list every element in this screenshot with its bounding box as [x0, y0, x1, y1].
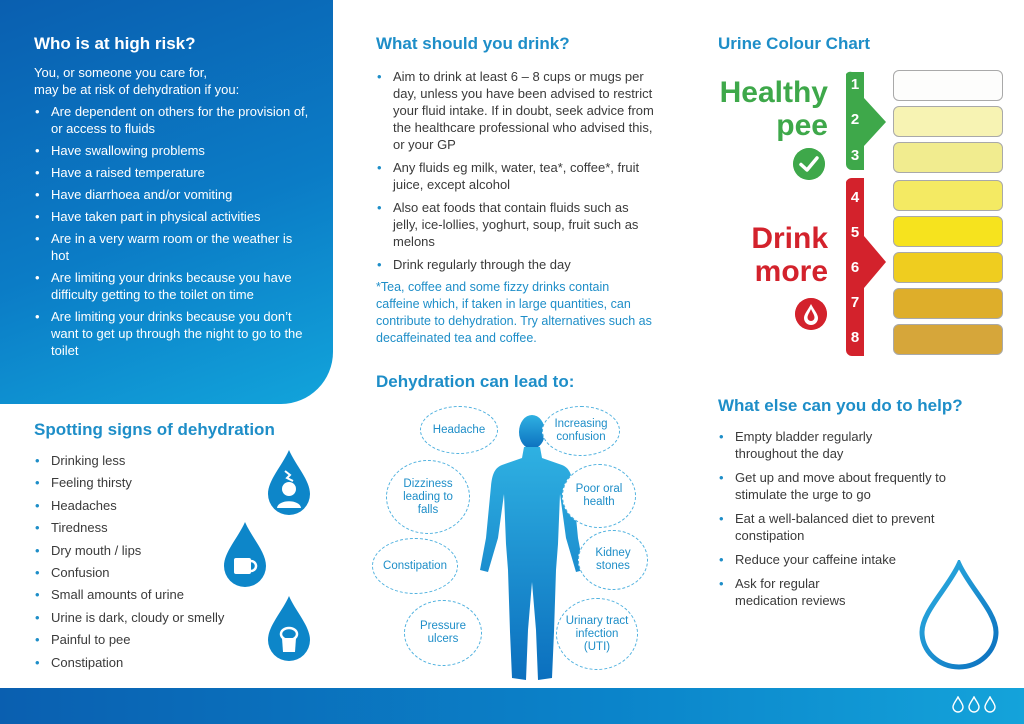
list-item: • Urine is dark, cloudy or smelly: [34, 609, 330, 626]
healthy-label-line-1: Healthy: [719, 76, 828, 109]
urine-level-6-swatch: [893, 252, 1003, 283]
list-item: • Tiredness: [34, 519, 330, 536]
list-item: • Constipation: [34, 654, 330, 671]
effect-confusion-bubble: [542, 406, 620, 456]
cup-drop-icon: [222, 520, 268, 588]
effect-dizziness-bubble: [386, 460, 470, 534]
effect-uti-label: Urinary tract infection (UTI): [565, 614, 629, 653]
list-item: • Drinking less: [34, 452, 330, 469]
effect-headache-bubble: [420, 406, 498, 454]
water-drop-alert-icon: [795, 298, 827, 330]
list-item: • Have taken part in physical activities: [34, 208, 313, 225]
high-risk-intro-line-1: You, or someone you care for,: [34, 65, 207, 80]
urine-level-3-number: 3: [850, 147, 860, 164]
head-pain-drop-icon: [266, 448, 312, 516]
effect-constipation-label: Constipation: [383, 559, 447, 572]
healthy-pee-label: [712, 76, 828, 142]
footer-drops-icon: [952, 696, 996, 714]
urine-level-7-swatch: [893, 288, 1003, 319]
urine-level-5-number: 5: [850, 224, 860, 241]
check-icon: [793, 148, 825, 180]
list-item: • Feeling thirsty: [34, 474, 330, 491]
caffeine-note: *Tea, coffee and some fizzy drinks contain caffeine which, if taken in large quantities, can contribute to dehydration. Try alternatives such as decaffeinated tea and coffee.: [376, 280, 652, 345]
effect-kidney-stones-bubble: [578, 530, 648, 590]
effect-kidney-stones-label: Kidney stones: [595, 547, 631, 572]
signs-title: Spotting signs of dehydration: [34, 420, 275, 439]
list-item: • Confusion: [34, 564, 330, 581]
list-item: • Are limiting your drinks because you don’t want to get up through the night to go to the toilet: [34, 308, 313, 359]
dehydration-effects-title-wrap: [376, 372, 574, 392]
list-item: • Are limiting your drinks because you have difficulty getting to the toilet on time: [34, 269, 313, 303]
effect-oral-health-label: Poor oral health: [575, 483, 623, 508]
urine-level-3-swatch: [893, 142, 1003, 173]
drink-more-label: [712, 222, 828, 288]
list-item: • Are in a very warm room or the weather is hot: [34, 230, 313, 264]
effect-constipation-bubble: [372, 538, 458, 594]
list-item: • Have diarrhoea and/or vomiting: [34, 186, 313, 203]
drink-label-line-2: more: [754, 255, 828, 288]
list-item: • Small amounts of urine: [34, 586, 330, 603]
drink-title: What should you drink?: [376, 34, 570, 53]
toilet-drop-icon: [266, 594, 312, 662]
list-item: • Reduce your caffeine intake: [718, 551, 998, 568]
urine-chart-title: Urine Colour Chart: [718, 34, 871, 53]
high-risk-list: [34, 103, 313, 359]
what-to-drink-section: [376, 34, 656, 347]
drink-label-line-1: Drink: [751, 222, 828, 255]
urine-level-8-swatch: [893, 324, 1003, 355]
urine-level-7-number: 7: [850, 294, 860, 311]
urine-level-4-number: 4: [850, 189, 860, 206]
urine-level-5-swatch: [893, 216, 1003, 247]
high-risk-intro: [34, 64, 313, 98]
list-item: • Any fluids eg milk, water, tea*, coffee*, fruit juice, except alcohol: [376, 159, 656, 193]
help-title: What else can you do to help?: [718, 396, 963, 415]
list-item: • Drink regularly through the day: [376, 256, 656, 273]
effect-pressure-ulcers-bubble: [404, 600, 482, 666]
urine-level-6-number: 6: [850, 259, 860, 276]
drink-list: [376, 68, 656, 273]
list-item: • Empty bladder regularly throughout the day: [718, 428, 888, 462]
list-item: • Have a raised temperature: [34, 164, 313, 181]
high-risk-panel: [0, 0, 333, 404]
urine-level-2-number: 2: [850, 111, 860, 128]
effect-uti-bubble: [556, 598, 638, 670]
water-drop-icon: [918, 560, 1000, 670]
list-item: • Ask for regular medication reviews: [718, 575, 868, 609]
list-item: • Eat a well-balanced diet to prevent constipation: [718, 510, 968, 544]
urine-level-1-swatch: [893, 70, 1003, 101]
effect-oral-health-bubble: [562, 464, 636, 528]
list-item: • Aim to drink at least 6 – 8 cups or mugs per day, unless you have been advised to restrict your fluid intake. If in doubt, seek advice from the healthcare professional who advised this, or your GP: [376, 68, 656, 153]
list-item: • Get up and move about frequently to stimulate the urge to go: [718, 469, 998, 503]
dehydration-effects-title: Dehydration can lead to:: [376, 372, 575, 391]
urine-level-8-number: 8: [850, 329, 860, 346]
list-item: • Also eat foods that contain fluids such as jelly, ice-lollies, yoghurt, soup, fruit such as melons: [376, 199, 656, 250]
list-item: • Have swallowing problems: [34, 142, 313, 159]
list-item: • Dry mouth / lips: [34, 542, 330, 559]
effect-dizziness-label: Dizziness leading to falls: [403, 477, 453, 516]
list-item: • Headaches: [34, 497, 330, 514]
urine-level-1-number: 1: [850, 76, 860, 93]
high-risk-title: Who is at high risk?: [34, 34, 196, 53]
effect-confusion-label: Increasing confusion: [554, 418, 608, 443]
list-item: • Painful to pee: [34, 631, 330, 648]
healthy-label-line-2: pee: [776, 109, 828, 142]
effect-pressure-ulcers-label: Pressure ulcers: [419, 620, 467, 645]
urine-level-4-swatch: [893, 180, 1003, 211]
footer-bar: [0, 688, 1024, 724]
list-item: • Are dependent on others for the provision of, or access to fluids: [34, 103, 313, 137]
urine-level-2-swatch: [893, 106, 1003, 137]
effect-headache-label: Headache: [432, 423, 486, 436]
high-risk-intro-line-2: may be at risk of dehydration if you:: [34, 82, 240, 97]
